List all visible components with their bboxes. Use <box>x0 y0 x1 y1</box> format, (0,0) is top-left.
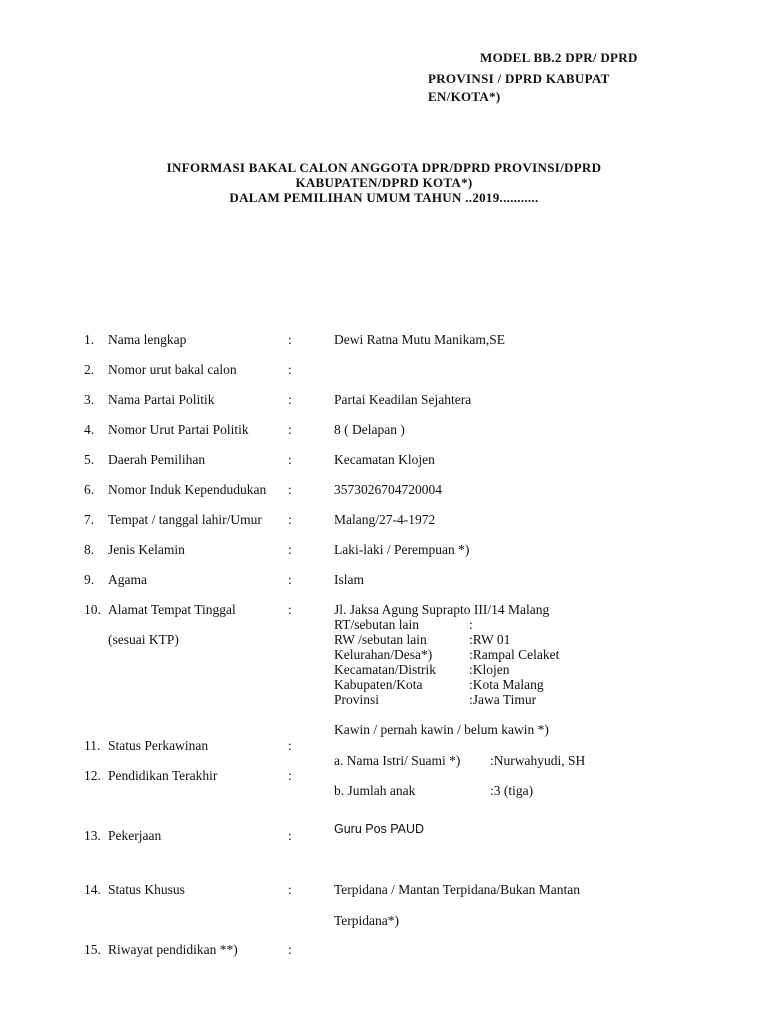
row-colon: : <box>288 482 292 497</box>
row-number: 14. <box>84 882 101 897</box>
row-label: Nomor urut bakal calon <box>108 362 237 377</box>
address-note: (sesuai KTP) <box>108 632 179 647</box>
children-value: :3 (tiga) <box>490 783 534 798</box>
row-value: Laki-laki / Perempuan *) <box>334 542 470 557</box>
row-number: 9. <box>84 572 95 587</box>
row-value: Islam <box>334 572 364 587</box>
address-detail-label: Kecamatan/Distrik <box>334 662 436 677</box>
row-number: 1. <box>84 332 95 347</box>
row-value: Malang/27-4-1972 <box>334 512 436 527</box>
row-label: Jenis Kelamin <box>108 542 185 557</box>
row-value: Partai Keadilan Sejahtera <box>334 392 472 407</box>
row-colon: : <box>288 452 292 467</box>
row-label: Nama Partai Politik <box>108 392 215 407</box>
row-colon: : <box>288 768 292 783</box>
row-label: Nomor Urut Partai Politik <box>108 422 249 437</box>
marital-options: Kawin / pernah kawin / belum kawin *) <box>334 722 549 737</box>
row-value: 3573026704720004 <box>334 482 442 497</box>
row-colon: : <box>288 602 292 617</box>
row-colon: : <box>288 362 292 377</box>
title-line-3: DALAM PEMILIHAN UMUM TAHUN ..2019........... <box>229 190 539 205</box>
address-detail-label: RW /sebutan lain <box>334 632 427 647</box>
address-detail-value: : <box>469 617 473 632</box>
row-number: 3. <box>84 392 95 407</box>
address-detail-value: :Rampal Celaket <box>469 647 560 662</box>
row-number: 13. <box>84 828 101 843</box>
row-number: 5. <box>84 452 95 467</box>
row-colon: : <box>288 392 292 407</box>
row-label: Agama <box>108 572 147 587</box>
spouse-value: :Nurwahyudi, SH <box>490 753 586 768</box>
children-label: b. Jumlah anak <box>334 783 416 798</box>
address-detail-label: RT/sebutan lain <box>334 617 420 632</box>
row-colon: : <box>288 542 292 557</box>
address-detail-label: Provinsi <box>334 692 380 707</box>
row-number: 10. <box>84 602 101 617</box>
row-colon: : <box>288 572 292 587</box>
row-label: Status Khusus <box>108 882 185 897</box>
address-detail-value: :Jawa Timur <box>469 692 537 707</box>
address-detail-value: :Kota Malang <box>469 677 544 692</box>
address-detail-value: :RW 01 <box>469 632 511 647</box>
row-number: 2. <box>84 362 95 377</box>
row-number: 11. <box>84 738 101 753</box>
row-colon: : <box>288 942 292 957</box>
row-value: 8 ( Delapan ) <box>334 422 405 437</box>
row-label: Daerah Pemilihan <box>108 452 206 467</box>
row-number: 8. <box>84 542 95 557</box>
row-label: Riwayat pendidikan **) <box>108 942 238 957</box>
occupation-value: Guru Pos PAUD <box>334 822 425 836</box>
row-number: 15. <box>84 942 101 957</box>
row-number: 6. <box>84 482 95 497</box>
address-detail-label: Kabupaten/Kota <box>334 677 423 692</box>
row-value: Kecamatan Klojen <box>334 452 435 467</box>
model-line-3: EN/KOTA*) <box>428 89 501 104</box>
row-label: Pekerjaan <box>108 828 162 843</box>
row-label: Status Perkawinan <box>108 738 209 753</box>
row-value: Dewi Ratna Mutu Manikam,SE <box>334 332 505 347</box>
row-colon: : <box>288 512 292 527</box>
row-label: Nomor Induk Kependudukan <box>108 482 267 497</box>
spouse-label: a. Nama Istri/ Suami *) <box>334 753 461 768</box>
row-colon: : <box>288 738 292 753</box>
address-detail-value: :Klojen <box>469 662 510 677</box>
status-khusus-line-2: Terpidana*) <box>334 913 400 928</box>
row-label: Tempat / tanggal lahir/Umur <box>108 512 262 527</box>
model-line-2: PROVINSI / DPRD KABUPAT <box>428 71 610 86</box>
row-colon: : <box>288 882 292 897</box>
row-label: Nama lengkap <box>108 332 187 347</box>
row-colon: : <box>288 828 292 843</box>
row-number: 4. <box>84 422 95 437</box>
title-line-1: INFORMASI BAKAL CALON ANGGOTA DPR/DPRD PROVINSI/DPRD <box>166 160 602 175</box>
model-line-1: MODEL BB.2 DPR/ DPRD <box>480 50 638 65</box>
address-detail-label: Kelurahan/Desa*) <box>334 647 433 662</box>
row-value: Terpidana / Mantan Terpidana/Bukan Mantan <box>334 882 581 897</box>
row-colon: : <box>288 422 292 437</box>
row-label: Pendidikan Terakhir <box>108 768 218 783</box>
row-number: 7. <box>84 512 95 527</box>
title-line-2: KABUPATEN/DPRD KOTA*) <box>295 175 473 190</box>
row-value: Jl. Jaksa Agung Suprapto III/14 Malang <box>334 602 550 617</box>
row-number: 12. <box>84 768 101 783</box>
row-colon: : <box>288 332 292 347</box>
row-label: Alamat Tempat Tinggal <box>108 602 236 617</box>
